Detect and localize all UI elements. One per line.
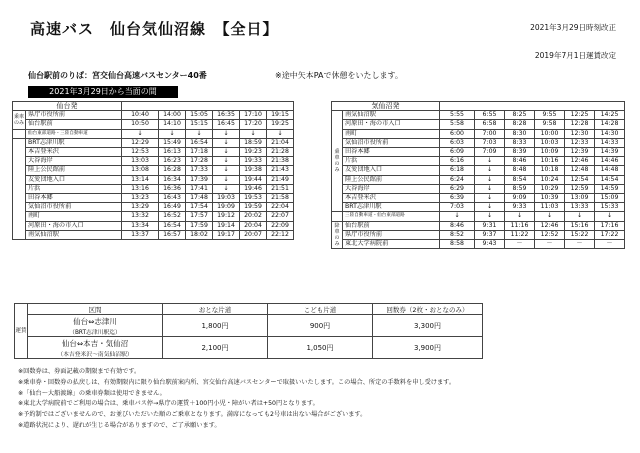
departure-time: 13:29: [122, 203, 159, 212]
departure-time: 19:17: [213, 230, 240, 239]
departure-time: 7:03: [475, 138, 505, 147]
note-line: ※回数券は、券面記載の期限まで有効です。: [18, 368, 141, 375]
departure-time: 10:29: [535, 184, 565, 193]
timetable-row: [13, 120, 294, 129]
departure-time: 16:57: [159, 230, 186, 239]
departure-time: ↓: [565, 212, 595, 221]
departure-time: 14:54: [595, 175, 625, 184]
departure-time: 22:12: [267, 230, 294, 239]
departure-time: 10:18: [535, 166, 565, 175]
departure-time: 14:10: [159, 120, 186, 129]
fare-coupon: 3,300円: [373, 315, 483, 337]
departure-time: 14:25: [595, 111, 625, 120]
departure-time: 22:07: [267, 212, 294, 221]
departure-time: 12:46: [535, 221, 565, 230]
departure-time: 10:24: [535, 175, 565, 184]
departure-time: ↓: [595, 212, 625, 221]
departure-time: 10:00: [535, 129, 565, 138]
departure-time: 9:43: [475, 240, 505, 249]
departure-time: 6:03: [440, 138, 475, 147]
departure-time: 15:05: [186, 111, 213, 120]
stop-name: 河原田・海の市入口: [343, 120, 440, 129]
departure-time: 19:44: [240, 175, 267, 184]
stop-name: 気仙沼市役所前: [343, 138, 440, 147]
departure-time: 8:59: [505, 184, 535, 193]
stop-name: BRT志津川駅: [26, 138, 122, 147]
departure-time: 16:54: [159, 221, 186, 230]
departure-time: 16:35: [213, 111, 240, 120]
departure-time: 11:03: [535, 203, 565, 212]
departure-time: 17:22: [595, 230, 625, 239]
departure-time: 9:37: [475, 230, 505, 239]
timetable-row: [13, 194, 294, 203]
stop-name: 東北大学病院前: [343, 240, 440, 249]
departure-time: ↓: [475, 157, 505, 166]
stop-name: 陸上公民館前: [343, 175, 440, 184]
departure-time: 8:54: [505, 175, 535, 184]
departure-time: －: [505, 240, 535, 249]
departure-time: 12:46: [565, 157, 595, 166]
stop-name: 仙台東部道路・三陸自動車道: [26, 129, 122, 138]
departure-time: 17:33: [186, 166, 213, 175]
departure-time: 14:28: [595, 120, 625, 129]
departure-time: 12:59: [565, 184, 595, 193]
departure-time: 19:12: [213, 212, 240, 221]
stop-name: BRT志津川駅: [343, 203, 440, 212]
departure-time: 16:34: [159, 175, 186, 184]
departure-time: 17:39: [186, 175, 213, 184]
timetable-row: [13, 157, 294, 166]
fare-route-name: 仙台⇔本吉・気仙沼: [61, 338, 129, 348]
departure-time: 6:24: [440, 175, 475, 184]
departure-time: 19:09: [213, 203, 240, 212]
stop-name: 三陸自動車道・仙台東部道路: [343, 212, 440, 221]
departure-time: 19:33: [240, 157, 267, 166]
departure-time: 11:16: [505, 221, 535, 230]
fare-route-cell: [28, 315, 163, 337]
timetable-row: [13, 148, 294, 157]
departure-time: 20:02: [240, 212, 267, 221]
fare-adult: 1,800円: [163, 315, 268, 337]
departure-time: 9:55: [535, 111, 565, 120]
departure-time: 8:28: [505, 120, 535, 129]
departure-time: ↓: [159, 129, 186, 138]
timetable-row: [332, 129, 625, 138]
departure-time: 12:30: [565, 129, 595, 138]
stop-name: 友愛団地入口: [26, 175, 122, 184]
departure-time: 16:23: [159, 157, 186, 166]
stop-name: 仙台駅前: [343, 221, 440, 230]
timetable-row: [13, 166, 294, 175]
departure-time: ↓: [475, 194, 505, 203]
departure-time: 8:58: [440, 240, 475, 249]
timetable-row: [332, 212, 625, 221]
departure-time: 13:03: [122, 157, 159, 166]
departure-time: 13:32: [122, 212, 159, 221]
departure-time: 19:03: [213, 194, 240, 203]
timetable-row: [13, 129, 294, 138]
timetable-row: [332, 166, 625, 175]
departure-time: 13:33: [565, 203, 595, 212]
departure-time: ↓: [475, 175, 505, 184]
departure-time: 15:49: [159, 138, 186, 147]
departure-time: 13:14: [122, 175, 159, 184]
departure-time: 6:00: [440, 129, 475, 138]
stop-name: 友愛団地入口: [343, 166, 440, 175]
departure-time: 8:30: [505, 129, 535, 138]
departure-time: 6:55: [475, 111, 505, 120]
departure-time: 17:59: [186, 221, 213, 230]
stop-name: 南気仙沼駅: [343, 111, 440, 120]
departure-time: 14:39: [595, 148, 625, 157]
departure-time: 9:58: [535, 120, 565, 129]
departure-time: 14:59: [595, 184, 625, 193]
departure-time: 17:28: [186, 157, 213, 166]
departure-time: ↓: [440, 212, 475, 221]
departure-time: 13:37: [122, 230, 159, 239]
inbound-side-label: [332, 212, 343, 221]
departure-time: ↓: [186, 129, 213, 138]
departure-time: 6:58: [475, 120, 505, 129]
fare-revision-date: 2019年7月1日運賃改定: [534, 51, 616, 60]
fare-child: 1,050円: [268, 337, 373, 359]
timetable-row: [332, 157, 625, 166]
departure-time: ↓: [505, 212, 535, 221]
stop-name: 仙台駅前: [26, 120, 122, 129]
departure-time: ↓: [213, 184, 240, 193]
fare-route-name: 仙台⇔志津川: [73, 316, 117, 326]
rest-stop-note: ※途中矢本PAで休憩をいたします。: [275, 71, 403, 80]
departure-time: 12:33: [565, 138, 595, 147]
departure-time: 8:33: [505, 138, 535, 147]
fare-table: [14, 303, 483, 359]
departure-time: 7:09: [475, 148, 505, 157]
departure-time: 11:22: [505, 230, 535, 239]
stop-name: 県庁市役所前: [26, 111, 122, 120]
departure-time: ↓: [213, 157, 240, 166]
departure-time: 17:54: [186, 203, 213, 212]
departure-time: 19:23: [240, 148, 267, 157]
timetable-row: [13, 111, 294, 120]
timetable-row: [13, 203, 294, 212]
fare-route-sub: （本吉登米沢〜南気仙沼駅）: [57, 351, 133, 358]
departure-time: 12:25: [565, 111, 595, 120]
timetable-row: [332, 240, 625, 249]
departure-time: 13:08: [122, 166, 159, 175]
stop-name: 田谷本郷: [343, 148, 440, 157]
note-line: ※「仙台〜大船渡線」の乗車券類は使用できません。: [18, 389, 166, 397]
note-line: ※道路状況により、遅れが生じる場合がありますので、ご了承願います。: [18, 421, 221, 429]
departure-time: 6:39: [440, 194, 475, 203]
departure-time: ↓: [267, 129, 294, 138]
inbound-direction-label: 気仙沼発: [332, 102, 440, 111]
timetable-row: [13, 175, 294, 184]
departure-time: 20:04: [240, 221, 267, 230]
departure-time: 9:09: [505, 194, 535, 203]
timetable-row: [332, 148, 625, 157]
timetable-row: [332, 184, 625, 193]
departure-time: 7:00: [475, 129, 505, 138]
departure-time: 16:49: [159, 203, 186, 212]
timetable-row: [332, 221, 625, 230]
departure-time: 13:34: [122, 221, 159, 230]
departure-time: 15:22: [565, 230, 595, 239]
departure-time: ↓: [213, 175, 240, 184]
outbound-side-label: [13, 129, 26, 138]
departure-time: 10:09: [535, 148, 565, 157]
timetable-row: [332, 230, 625, 239]
departure-time: 6:18: [440, 166, 475, 175]
departure-time: ↓: [213, 138, 240, 147]
departure-time: 21:58: [267, 194, 294, 203]
note-line: ※東北大学病院前でご利用の場合は、乗車バス停→県庁の運賃＋100円小児・障がい者は+50円となります。: [18, 400, 319, 408]
departure-time: 22:04: [267, 203, 294, 212]
boarding-location: 仙台駅前のりば：宮交仙台高速バスセンター40番: [28, 71, 207, 80]
departure-time: 19:53: [240, 194, 267, 203]
departure-time: －: [595, 240, 625, 249]
departure-time: 21:49: [267, 175, 294, 184]
departure-time: 21:28: [267, 148, 294, 157]
departure-time: ↓: [475, 184, 505, 193]
departure-time: 10:16: [535, 157, 565, 166]
departure-time: 13:09: [565, 194, 595, 203]
departure-time: 22:09: [267, 221, 294, 230]
timetable-row: [13, 212, 294, 221]
fare-header-coupon: 回数券（2枚・おとなのみ）: [373, 304, 483, 315]
departure-time: ↓: [475, 203, 505, 212]
departure-time: 14:46: [595, 157, 625, 166]
timetable-row: [332, 138, 625, 147]
note-line: ※乗車券・回数券の払戻しは、有効期限内に限り仙台駅前案内所、宮交仙台高速バスセンターで取扱いいたします。この場合、所定の手数料を申し受けます。: [18, 378, 456, 386]
departure-time: 5:55: [440, 111, 475, 120]
stop-name: 気仙沼市役所前: [26, 203, 122, 212]
notes-section: [18, 367, 455, 432]
fare-side-label: 運賃: [15, 304, 28, 359]
departure-time: 12:53: [122, 148, 159, 157]
timetable-revision-date: 2021年3月29日時刻改正: [530, 23, 616, 32]
departure-time: 6:16: [440, 157, 475, 166]
stop-name: 本吉登米沢: [26, 148, 122, 157]
departure-time: 15:09: [595, 194, 625, 203]
departure-time: 12:48: [565, 166, 595, 175]
stop-name: 河原田・海の市入口: [26, 221, 122, 230]
departure-time: ↓: [475, 166, 505, 175]
departure-time: 15:15: [186, 120, 213, 129]
departure-time: 12:52: [535, 230, 565, 239]
fare-header-adult: おとな片道: [163, 304, 268, 315]
outbound-timetable: [12, 101, 294, 240]
note-line: ※予約制ではございませんので、お並びいただいた順のご乗車となります。満席になっても2号車は出ない場合がございます。: [18, 411, 367, 419]
departure-time: 14:33: [595, 138, 625, 147]
timetable-row: [13, 221, 294, 230]
outbound-direction-label: 仙台発: [13, 102, 122, 111]
departure-time: 16:45: [213, 120, 240, 129]
stop-name: 南町: [26, 212, 122, 221]
fare-child: 900円: [268, 315, 373, 337]
fare-adult: 2,100円: [163, 337, 268, 359]
stop-name: 陸上公民館前: [26, 166, 122, 175]
departure-time: 19:38: [240, 166, 267, 175]
departure-time: 17:41: [186, 184, 213, 193]
departure-time: 8:46: [505, 157, 535, 166]
departure-time: 17:48: [186, 194, 213, 203]
departure-time: 21:38: [267, 157, 294, 166]
departure-time: 21:04: [267, 138, 294, 147]
departure-time: ↓: [475, 212, 505, 221]
departure-time: 15:33: [595, 203, 625, 212]
departure-time: 8:48: [505, 166, 535, 175]
departure-time: 10:40: [122, 111, 159, 120]
departure-time: 19:46: [240, 184, 267, 193]
stop-name: 県庁市役所前: [343, 230, 440, 239]
departure-time: 19:14: [213, 221, 240, 230]
stop-name: 南気仙沼駅: [26, 230, 122, 239]
departure-time: 13:16: [122, 184, 159, 193]
inbound-header-blank: [440, 102, 625, 111]
departure-time: 17:20: [240, 120, 267, 129]
departure-time: 16:54: [186, 138, 213, 147]
departure-time: 18:02: [186, 230, 213, 239]
departure-time: 10:50: [122, 120, 159, 129]
departure-time: 17:57: [186, 212, 213, 221]
departure-time: 10:39: [535, 194, 565, 203]
departure-time: 8:46: [440, 221, 475, 230]
departure-time: 19:59: [240, 203, 267, 212]
fare-route-sub: （BRT志津川駅迄）: [69, 329, 121, 336]
fare-header-child: こども片道: [268, 304, 373, 315]
departure-time: 16:13: [159, 148, 186, 157]
timetable-row: [332, 194, 625, 203]
stop-name: 田谷本郷: [26, 194, 122, 203]
departure-time: 13:23: [122, 194, 159, 203]
timetable-row: [332, 203, 625, 212]
departure-time: 12:39: [565, 148, 595, 157]
departure-time: 14:00: [159, 111, 186, 120]
stop-name: 南町: [343, 129, 440, 138]
departure-time: ↓: [213, 148, 240, 157]
departure-time: ↓: [535, 212, 565, 221]
departure-time: 12:29: [122, 138, 159, 147]
departure-time: 16:43: [159, 194, 186, 203]
departure-time: 8:52: [440, 230, 475, 239]
departure-time: 21:51: [267, 184, 294, 193]
page-title: 高速バス 仙台気仙沼線 【全日】: [30, 20, 279, 38]
departure-time: 18:59: [240, 138, 267, 147]
departure-time: 16:36: [159, 184, 186, 193]
departure-time: 7:03: [440, 203, 475, 212]
departure-time: 8:39: [505, 148, 535, 157]
departure-time: 12:54: [565, 175, 595, 184]
departure-time: 17:16: [595, 221, 625, 230]
departure-time: ↓: [213, 129, 240, 138]
departure-time: 16:52: [159, 212, 186, 221]
departure-time: 5:58: [440, 120, 475, 129]
departure-time: 21:43: [267, 166, 294, 175]
stop-name: 本吉登米沢: [343, 194, 440, 203]
departure-time: 9:31: [475, 221, 505, 230]
timetable-row: [332, 111, 625, 120]
stop-name: 片浜: [26, 184, 122, 193]
timetable-row: [13, 184, 294, 193]
departure-time: 17:18: [186, 148, 213, 157]
departure-time: 19:25: [267, 120, 294, 129]
timetable-row: [13, 230, 294, 239]
effective-period-banner: 2021年3月29日から当面の間: [28, 86, 178, 98]
departure-time: ↓: [122, 129, 159, 138]
inbound-side-label: 降車のみ: [332, 221, 343, 249]
departure-time: 9:33: [505, 203, 535, 212]
departure-time: －: [535, 240, 565, 249]
departure-time: 15:16: [565, 221, 595, 230]
departure-time: 12:28: [565, 120, 595, 129]
departure-time: －: [565, 240, 595, 249]
departure-time: 17:10: [240, 111, 267, 120]
departure-time: 10:03: [535, 138, 565, 147]
timetable-row: [13, 138, 294, 147]
timetable-row: [332, 120, 625, 129]
fare-header-route: 区間: [28, 304, 163, 315]
departure-time: 6:09: [440, 148, 475, 157]
outbound-header-blank: [122, 102, 294, 111]
departure-time: 6:29: [440, 184, 475, 193]
stop-name: 大谷海岸: [26, 157, 122, 166]
stop-name: 片浜: [343, 157, 440, 166]
departure-time: 14:48: [595, 166, 625, 175]
departure-time: 16:28: [159, 166, 186, 175]
departure-time: ↓: [240, 129, 267, 138]
departure-time: 8:25: [505, 111, 535, 120]
departure-time: 20:07: [240, 230, 267, 239]
inbound-timetable: [331, 101, 625, 249]
fare-route-cell: [28, 337, 163, 359]
outbound-side-label: [13, 138, 26, 239]
departure-time: 14:30: [595, 129, 625, 138]
departure-time: ↓: [213, 166, 240, 175]
stop-name: 大谷海岸: [343, 184, 440, 193]
fare-coupon: 3,900円: [373, 337, 483, 359]
timetable-row: [332, 175, 625, 184]
departure-time: 19:15: [267, 111, 294, 120]
outbound-side-label: 乗車のみ: [13, 111, 26, 129]
inbound-side-label: 乗車のみ: [332, 111, 343, 212]
